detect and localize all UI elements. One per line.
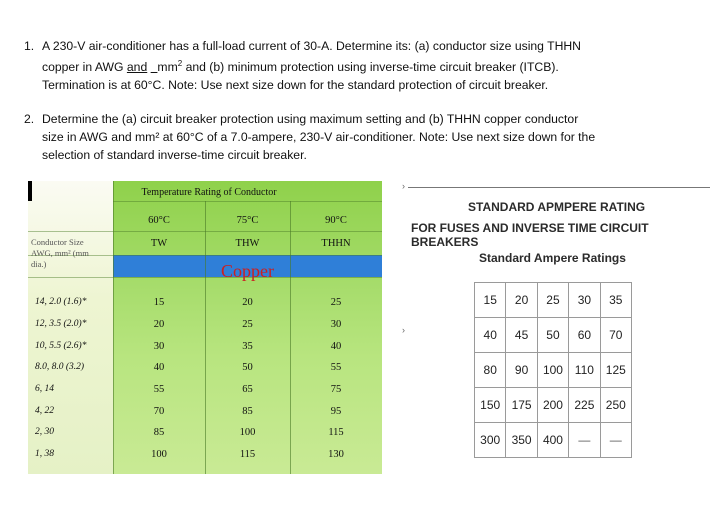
ratings-grid <box>474 282 632 458</box>
rating-cell: — <box>569 423 600 458</box>
rating-cell: 250 <box>600 388 631 423</box>
question-number: 2. <box>24 112 35 126</box>
ampacity-thw: 50 <box>242 362 253 373</box>
rating-cell: 400 <box>537 423 568 458</box>
rating-cell: 90 <box>506 353 537 388</box>
ampacity-tw: 55 <box>153 384 165 395</box>
type-tw: TW <box>150 238 168 249</box>
ampacity-thw: 115 <box>239 449 256 460</box>
temperature-rating-title: Temperature Rating of Conductor <box>141 187 277 198</box>
rating-cell: 25 <box>537 283 568 318</box>
rating-cell: 70 <box>600 318 631 353</box>
question-line: size in AWG and mm² at 60°C of a 7.0-ampere, 230-V air-conditioner. Note: Use next size down for the <box>42 130 596 144</box>
rating-cell: 50 <box>537 318 568 353</box>
question-line: selection of standard inverse-time circuit breaker. <box>42 148 307 162</box>
rating-cell: 150 <box>475 388 506 423</box>
ampacity-tw: 30 <box>153 341 165 352</box>
type-thhn: THHN <box>321 238 351 249</box>
rating-cell: 60 <box>569 318 600 353</box>
rating-cell: 80 <box>475 353 506 388</box>
ampacity-thw: 100 <box>239 427 256 438</box>
size-header-2: AWG, mm² (mm <box>31 248 89 258</box>
conductor-size: 10, 5.5 (2.6)* <box>35 341 87 351</box>
ampacity-thhn: 130 <box>328 449 344 460</box>
ratings-title-2: FOR FUSES AND INVERSE TIME CIRCUIT BREAKERS <box>411 221 649 249</box>
question-2 <box>24 110 664 164</box>
rating-cell: 200 <box>537 388 568 423</box>
ampacity-tw: 70 <box>153 406 165 417</box>
rating-cell: 300 <box>475 423 506 458</box>
question-line: Determine the (a) circuit breaker protection using maximum setting and (b) THHN copper conductor <box>42 112 579 126</box>
question-line: Termination is at 60°C. Note: Use next size down for the standard protection of circuit breaker. <box>42 78 549 93</box>
rating-cell: 110 <box>569 353 600 388</box>
conductor-size: 8.0, 8.0 (3.2) <box>35 362 85 372</box>
ampacity-table <box>28 181 382 474</box>
conductor-size: 12, 3.5 (2.0)* <box>35 319 87 329</box>
rating-cell: 225 <box>569 388 600 423</box>
temp-75: 75°C <box>236 215 259 226</box>
rating-cell: 15 <box>475 283 506 318</box>
size-header-3: dia.) <box>31 259 47 269</box>
conductor-size: 14, 2.0 (1.6)* <box>35 297 87 307</box>
rating-cell: 20 <box>506 283 537 318</box>
rating-cell: 40 <box>475 318 506 353</box>
question-line: A 230-V air-conditioner has a full-load current of 30-A. Determine its: (a) conductor size using THHN <box>42 39 581 53</box>
ratings-title-1: STANDARD APMPERE RATING <box>468 200 646 214</box>
ampacity-thhn: 55 <box>330 362 342 373</box>
ratings-row <box>475 283 632 318</box>
ampacity-thw: 25 <box>242 319 253 330</box>
conductor-size: 6, 14 <box>35 384 54 394</box>
rating-cell: 175 <box>506 388 537 423</box>
ampacity-thhn: 30 <box>330 319 342 330</box>
ampacity-thw: 20 <box>242 297 253 308</box>
conductor-size: 1, 38 <box>35 449 54 459</box>
rating-cell: 125 <box>600 353 631 388</box>
question-number: 1. <box>24 39 35 53</box>
rating-cell: — <box>600 423 631 458</box>
ampacity-tw: 100 <box>151 449 167 460</box>
temp-60: 60°C <box>148 215 170 226</box>
question-1 <box>24 37 664 94</box>
copper-label: Copper <box>221 261 274 281</box>
type-thw: THW <box>235 238 260 249</box>
ampacity-thhn: 75 <box>330 384 342 395</box>
ratings-row <box>475 423 632 458</box>
size-header-1: Conductor Size <box>31 237 84 247</box>
ampacity-tw: 15 <box>153 297 165 308</box>
standard-ratings-panel: › › STANDARD APMPERE RATING FOR FUSES AND INVERSE TIME CIRCUIT BREAKERS Standard Ampere Ratings 15 20 25 30 35 40 45 50 60 70 80 90 100 110 125 150 175 200 225 250 300 350 400 — — <box>400 181 715 481</box>
rating-cell: 35 <box>600 283 631 318</box>
ratings-row <box>475 388 632 423</box>
ratings-subtitle: Standard Ampere Ratings <box>479 251 626 265</box>
ampacity-tw: 40 <box>153 362 165 373</box>
ampacity-thw: 35 <box>242 341 253 352</box>
rating-cell: 45 <box>506 318 537 353</box>
ampacity-thw: 85 <box>242 406 253 417</box>
rating-cell: 100 <box>537 353 568 388</box>
question-line: copper in AWG and $mm^2$ and (b) minimum protection using inverse-time circuit breaker (ITCB). <box>42 59 559 75</box>
ampacity-thhn: 115 <box>328 427 344 438</box>
conductor-size: 2, 30 <box>35 427 54 437</box>
temp-90: 90°C <box>325 215 347 226</box>
ampacity-tw: 20 <box>153 319 165 330</box>
rating-cell: 350 <box>506 423 537 458</box>
ampacity-thhn: 40 <box>330 341 342 352</box>
ratings-row <box>475 318 632 353</box>
ampacity-thw: 65 <box>242 384 253 395</box>
ampacity-tw: 85 <box>153 427 165 438</box>
ratings-row <box>475 353 632 388</box>
ampacity-thhn: 95 <box>330 406 342 417</box>
rating-cell: 30 <box>569 283 600 318</box>
conductor-size: 4, 22 <box>35 406 54 416</box>
ampacity-thhn: 25 <box>330 297 342 308</box>
